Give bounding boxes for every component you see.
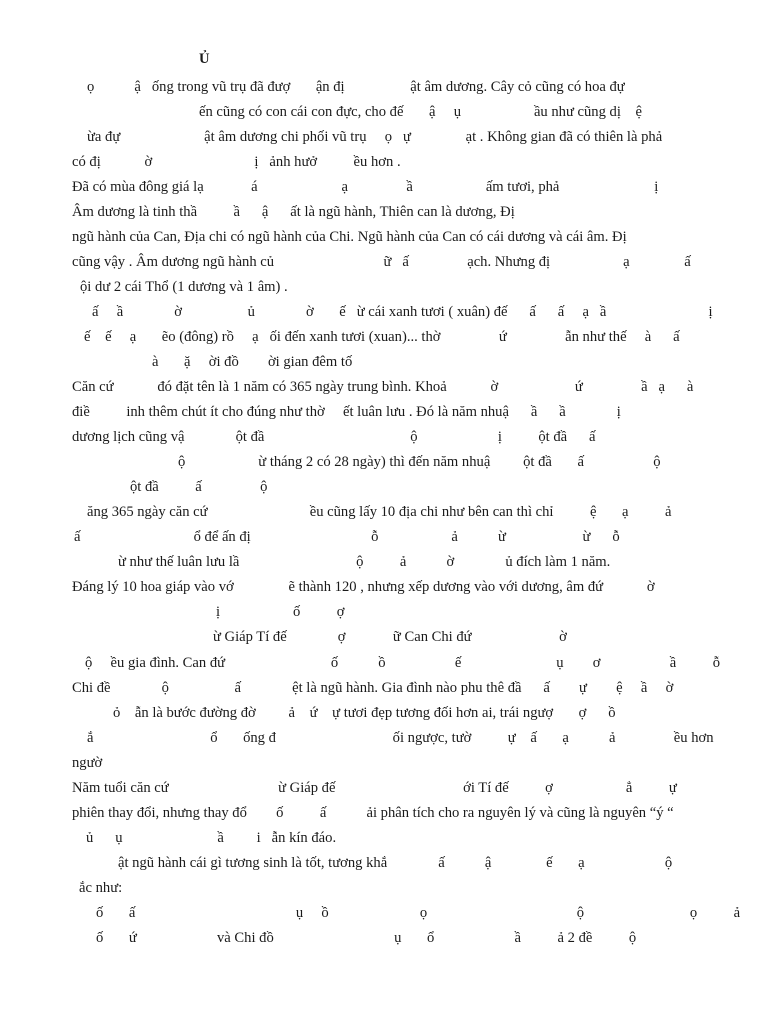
text-line: Chi đề ộ ấ ệt là ngũ hành. Gia đình nào phu thê đầ ấ ự ệ ầ ờ	[72, 680, 674, 696]
text-line: ủ ụ ầ i ẫn kín đáo.	[86, 830, 337, 846]
text-line: ừ Giáp Tí đế ợ ữ Can Chi đứ ờ	[213, 629, 567, 645]
text-line: ngũ hành của Can, Địa chi có ngũ hành của Chi. Ngũ hành của Can có cái dương và cái âm. Đị	[72, 229, 627, 245]
text-line: ắ ổ ống đ ối ngược, tườ ự ấ ạ ả ều hơn	[87, 730, 714, 746]
text-line: ộ ừ tháng 2 có 28 ngày) thì đến năm nhuậ ột đầ ấ ộ	[178, 454, 661, 470]
document-title: Ủ	[199, 51, 210, 67]
text-line: ngườ	[72, 755, 103, 771]
text-line: ội dư 2 cái Thổ (1 dương và 1 âm) .	[80, 279, 288, 295]
text-line: ọ ậ ống trong vũ trụ đã đượ ận đị ật âm dương. Cây cỏ cũng có hoa đự	[87, 79, 625, 95]
text-line: điề inh thêm chút ít cho đúng như thờ ết luân lưu . Đó là năm nhuậ ầ ầ ị	[72, 404, 621, 420]
text-line: à ặ ời đồ ời gian đêm tố	[152, 354, 353, 370]
text-line: phiên thay đổi, nhưng thay đổ ố ấ ải phân tích cho ra nguyên lý và cũng là nguyên “ý “	[72, 805, 674, 821]
text-line: cũng vậy . Âm dương ngũ hành củ ữ ấ ạch. Nhưng đị ạ ấ	[72, 254, 691, 270]
text-line: ố ấ ụ ồ ọ ộ ọ ả	[96, 905, 741, 921]
text-line: ế ế ạ ẽo (đông) rồ ạ ối đến xanh tươi (xuan)... thờ ứ ẫn như thế à ấ	[84, 329, 680, 345]
text-line: Căn cứ đó đặt tên là 1 năm có 365 ngày trung bình. Khoả ờ ứ ầ ạ à	[72, 379, 694, 395]
text-line: ấ ổ để ấn đị ỗ ả ừ ừ ỗ	[74, 529, 620, 545]
text-line: ừ như thế luân lưu lầ ộ ả ờ ủ đích làm 1 năm.	[118, 554, 611, 570]
text-line: ăng 365 ngày căn cứ ều cũng lấy 10 địa chi như bên can thì chỉ ệ ạ ả	[87, 504, 672, 520]
text-line: ừa đự ật âm dương chi phối vũ trụ ọ ự ạt . Không gian đã có thiên là phả	[87, 129, 663, 145]
text-line: Đã có mùa đông giá lạ á ạ ầ ấm tươi, phả ị	[72, 179, 659, 195]
text-line: ột đầ ấ ộ	[130, 479, 268, 495]
text-line: ến cũng có con cái con đực, cho đế ậ ụ ầu như cũng dị ệ	[199, 104, 642, 120]
text-line: Âm dương là tinh thầ ầ ậ ất là ngũ hành, Thiên can là dương, Đị	[72, 204, 515, 220]
text-line: ị ố ợ	[216, 604, 345, 620]
text-line: ắc như:	[79, 880, 123, 896]
text-line: dương lịch cũng vậ ột đầ ộ ị ột đầ ấ	[72, 429, 596, 445]
text-line: ộ ều gia đình. Can đứ ố ồ ế ụ ơ ầ ỗ	[85, 655, 721, 671]
text-line: Đáng lý 10 hoa giáp vào vớ ẽ thành 120 , nhưng xếp dương vào với dương, âm đứ ờ	[72, 579, 655, 595]
text-line: có đị ờ ị ảnh hưở ều hơn .	[72, 154, 401, 170]
text-line: ật ngũ hành cái gì tương sinh là tốt, tương khắ ấ ậ ế ạ ộ	[118, 855, 673, 871]
text-line: Năm tuổi căn cứ ừ Giáp đế ới Tí đế ợ ẳ ự	[72, 780, 677, 796]
text-line: ỏ ẫn là bước đường đờ ả ứ ự tươi đẹp tương đối hơn ai, trái ngượ ợ ồ	[113, 705, 616, 721]
text-line: ố ứ và Chi đồ ụ ổ ầ ả 2 đề ộ	[96, 930, 637, 946]
text-line: ấ ầ ờ ủ ờ ế ừ cái xanh tươi ( xuân) đế ấ ấ ạ ầ ị	[92, 304, 713, 320]
